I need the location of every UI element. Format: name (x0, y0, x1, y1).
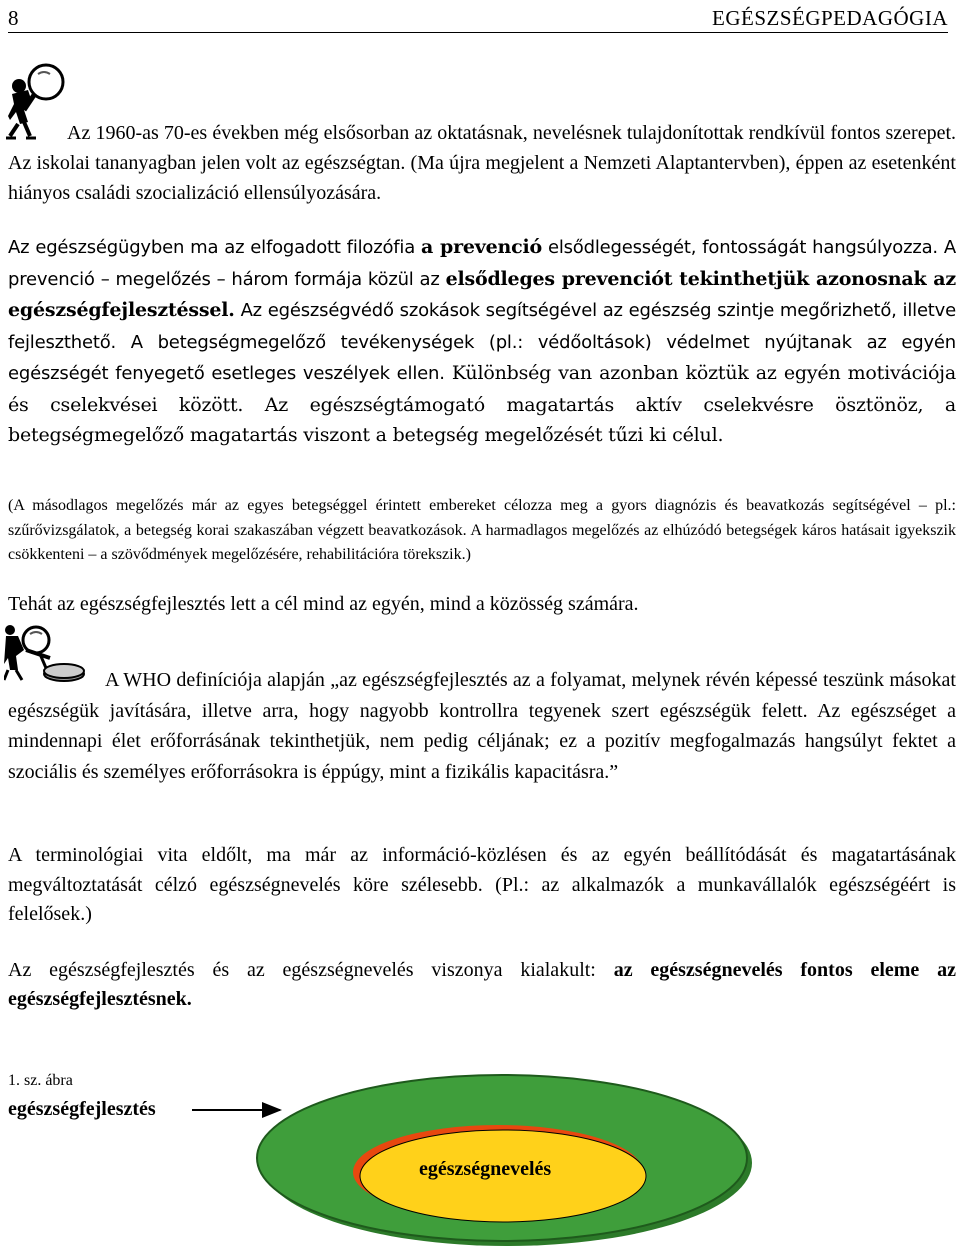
paragraph-1-text: Az 1960-as 70-es években még elsősorban az oktatásnak, nevelésnek tulajdonítottak rendkívül fontos szerepet. Az iskolai tananyagban jelen volt az egészségtan. (Ma újra megjelent a Nemzeti Alaptantervben), éppen az esetenként hiányos családi szocializáció ellensúlyozására. (8, 122, 956, 204)
running-title: EGÉSZSÉGPEDAGÓGIA (712, 6, 948, 30)
p2-bold-prevencio: a prevenció (421, 236, 542, 258)
p2-bold-elsodleges: elsődleges prevenciót tekinthetjük azonosnak az egészségfejlesztéssel. (8, 267, 956, 321)
p2-span-6: Különbség van azonban köztük az egyén motivációja és cselekvései között. Az egészségtámogató magatartás aktív cselekvésre ösztönöz, a betegségmegelőző magatartás viszont a betegség megelőzését tűzi ki célul. (8, 362, 956, 446)
paragraph-6-text: A terminológiai vita eldőlt, ma már az információ-közlésen és az egyén beállítódását és magatartásának megváltoztatását célzó egészségnevelés köre szélesebb. (Pl.: az alkalmazók a munkavállalók egészségéért is felelősek.) (8, 844, 956, 925)
outer-label: egészségfejlesztés (8, 1098, 156, 1120)
p2-span-1: Az egészségügyben ma az elfogadott filozófia (8, 237, 422, 258)
paragraph-5 (8, 665, 956, 787)
page-header (8, 6, 948, 33)
p2-span-5: Az egészségvédő szokások segítségével az egészség szintje megőrizhető, illetve fejleszthető. A betegségmegelőző tevékenységek (pl.: védőoltások) védelmet nyújtanak az egyén egészségét fenyegető esetleges veszélyek ellen. (8, 300, 956, 384)
paragraph-4 (8, 591, 956, 617)
paragraph-3-note (8, 494, 956, 568)
paragraph-5-text: A WHO definíciója alapján „az egészségfejlesztés az a folyamat, melynek révén képessé teszünk másokat egészségük javítására, illetve arra, hogy nagyobb kontrollra tegyenek szert egészségük felett. Az egészséget a mindennapi élet erőforrásának tekinthetjük, nem pedig céljának; ez a pozitív megfogalmazás hangsúlyt fektet a szociális és személyes erőforrásokra is éppúgy, mint a fizikális kapacitásra.” (8, 669, 956, 783)
p7-span-1: Az egészségfejlesztés és az egészségnevelés viszonya kialakult: (8, 959, 614, 981)
inner-label: egészségnevelés (419, 1158, 552, 1180)
figure-caption: 1. sz. ábra (8, 1072, 73, 1089)
paragraph-1 (8, 118, 956, 208)
paragraph-3-text: (A másodlagos megelőzés már az egyes betegséggel érintett embereket célozza meg a gyors diagnózis és beavatkozás segítségével – pl.: szűrővizsgálatok, a betegség korai szakaszában végzett beavatkozások. A harmadlagos megelőzés az elhúzódó betegségek káros hatásait igyekszik csökkenteni – a szövődmények megelőzésére, rehabilitációra törekszik.) (8, 497, 956, 563)
paragraph-7 (8, 956, 956, 1014)
nested-ellipse-diagram (180, 1062, 840, 1251)
paragraph-2 (8, 232, 956, 451)
page-number: 8 (8, 6, 19, 30)
p2-span-3: elsődlegességét, fontosságát hangsúlyozza. A prevenció – megelőzés – három formája közül az (8, 237, 956, 290)
paragraph-4-text: Tehát az egészségfejlesztés lett a cél mind az egyén, mind a közösség számára. (8, 593, 639, 615)
paragraph-6 (8, 841, 956, 930)
p7-bold: az egészségnevelés fontos eleme az egészségfejlesztésnek. (8, 959, 956, 1010)
